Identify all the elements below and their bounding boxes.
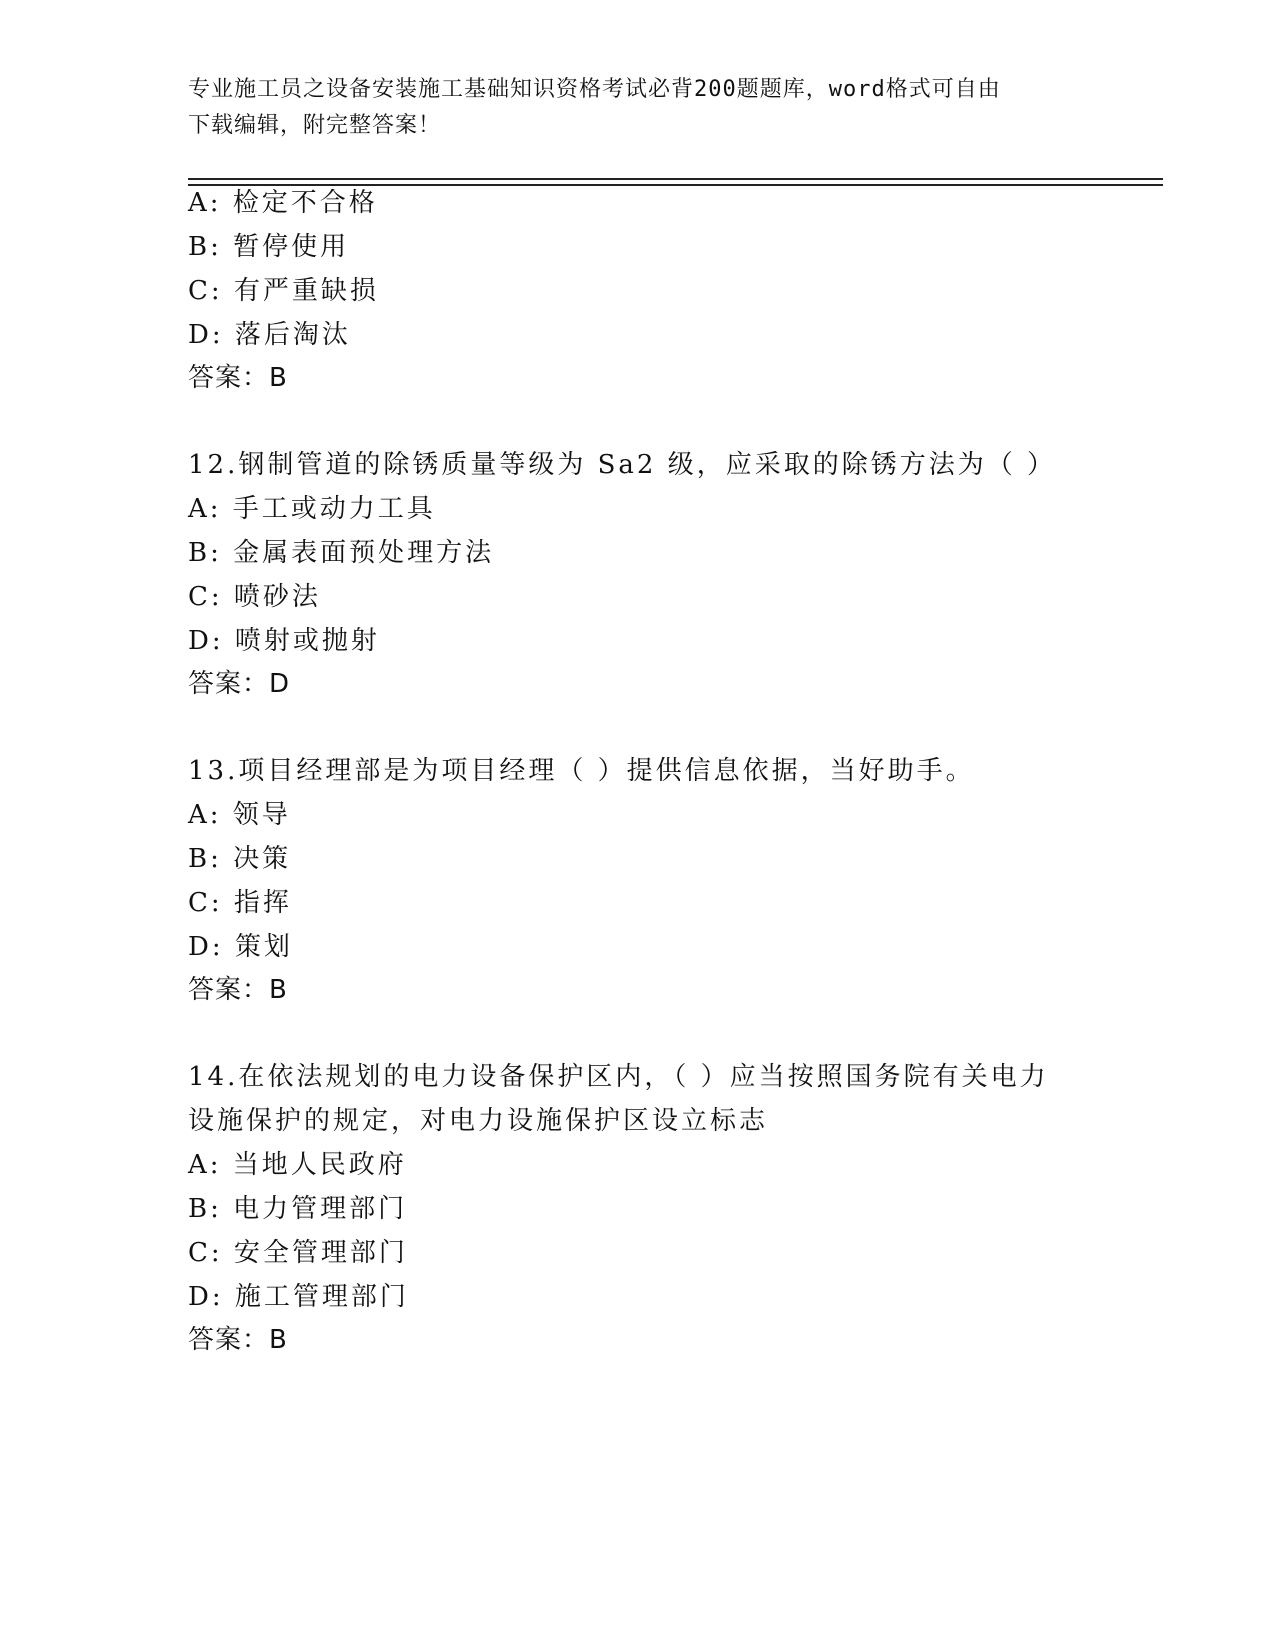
q11-option-a: A: 检定不合格	[188, 188, 378, 218]
q11-option-d: D: 落后淘汰	[188, 320, 351, 350]
q14-stem-line-1: 14.在依法规划的电力设备保护区内，（ ）应当按照国务院有关电力	[188, 1062, 1049, 1092]
q13-option-c: C: 指挥	[188, 888, 292, 918]
q13-option-a: A: 领导	[188, 800, 291, 830]
q12-answer: 答案：D	[188, 669, 291, 699]
q12-option-b: B: 金属表面预处理方法	[188, 538, 495, 568]
q11-answer: 答案：B	[188, 363, 288, 393]
q13-option-b: B: 决策	[188, 844, 292, 874]
document-header	[188, 72, 1068, 144]
header-line-2: 下载编辑，附完整答案！	[188, 113, 442, 138]
q11-option-c: C: 有严重缺损	[188, 276, 379, 306]
q13-stem: 13.项目经理部是为项目经理（ ）提供信息依据，当好助手。	[188, 756, 975, 786]
q12-option-c: C: 喷砂法	[188, 582, 321, 612]
header-line-1: 专业施工员之设备安装施工基础知识资格考试必背200题题库，word格式可自由	[188, 77, 1001, 102]
q11-option-b: B: 暂停使用	[188, 232, 350, 262]
q12-option-a: A: 手工或动力工具	[188, 494, 436, 524]
q13-answer: 答案：B	[188, 975, 288, 1005]
q13-option-d: D: 策划	[188, 932, 293, 962]
q12-option-d: D: 喷射或抛射	[188, 626, 380, 656]
q14-stem-line-2: 设施保护的规定，对电力设施保护区设立标志	[188, 1106, 769, 1136]
q14-option-b: B: 电力管理部门	[188, 1194, 408, 1224]
q14-option-a: A: 当地人民政府	[188, 1150, 407, 1180]
q14-answer: 答案：B	[188, 1325, 288, 1355]
q14-option-c: C: 安全管理部门	[188, 1238, 408, 1268]
q12-stem: 12.钢制管道的除锈质量等级为 Sa2 级，应采取的除锈方法为（ ）	[188, 450, 1056, 480]
header-divider-top	[188, 178, 1163, 180]
q14-option-d: D: 施工管理部门	[188, 1282, 409, 1312]
